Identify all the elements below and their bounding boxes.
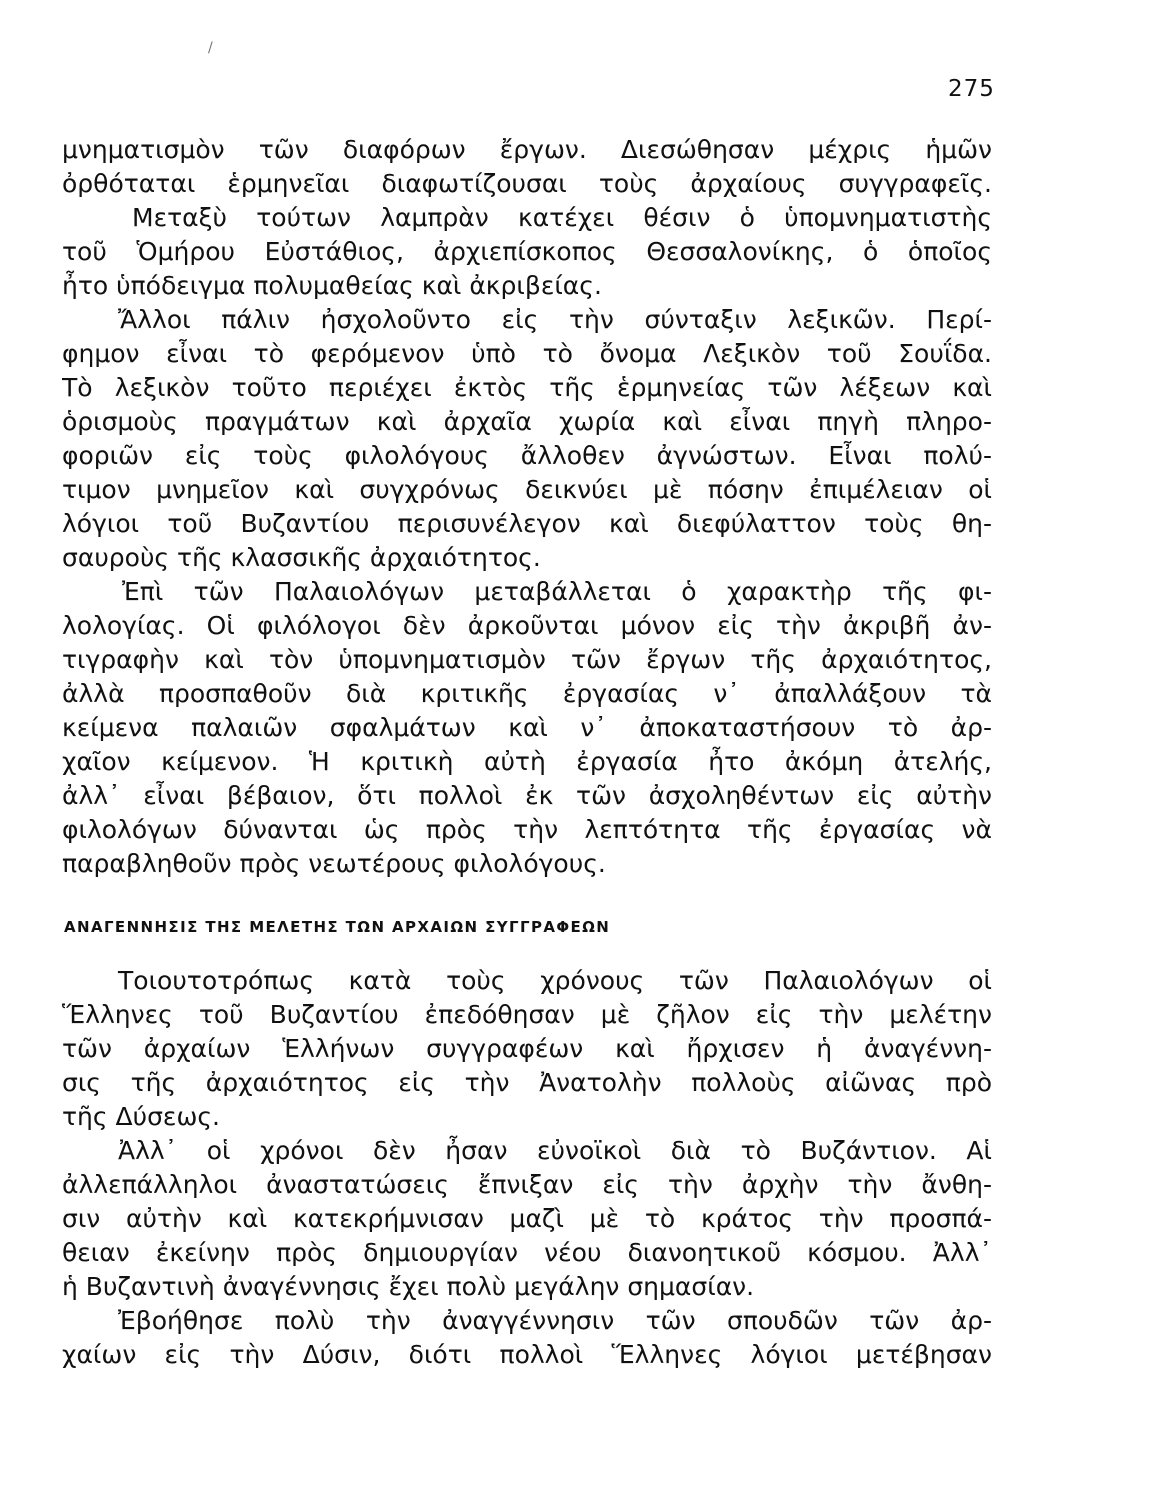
text-line: ὁρισμοὺς πραγμάτων καὶ ἀρχαῖα χωρία καὶ εἶναι πηγὴ πληρο- <box>62 407 992 436</box>
text-line: ἀλλὰ προσπαθοῦν διὰ κριτικῆς ἐργασίας ν᾽ ἀπαλλάξουν τὰ <box>62 679 992 708</box>
text-line: θειαν ἐκείνην πρὸς δημιουργίαν νέου διανοητικοῦ κόσμου. Ἀλλ᾽ <box>62 1238 992 1267</box>
text-line: τιμον μνημεῖον καὶ συγχρόνως δεικνύει μὲ πόσην ἐπιμέλειαν οἱ <box>62 475 992 504</box>
text-line: σις τῆς ἀρχαιότητος εἰς τὴν Ἀνατολὴν πολλοὺς αἰῶνας πρὸ <box>62 1068 992 1097</box>
text-line: ἀλλ᾽ εἶναι βέβαιον, ὅτι πολλοὶ ἐκ τῶν ἀσχοληθέντων εἰς αὐτὴν <box>62 781 992 810</box>
text-line: Ἐβοήθησε πολὺ τὴν ἀναγγέννησιν τῶν σπουδῶν τῶν ἀρ- <box>118 1306 992 1335</box>
text-line: φημον εἶναι τὸ φερόμενον ὑπὸ τὸ ὄνομα Λεξικὸν τοῦ Σουΐδα. <box>62 339 992 368</box>
text-line: τιγραφὴν καὶ τὸν ὑπομνηματισμὸν τῶν ἔργων τῆς ἀρχαιότητος, <box>62 645 992 674</box>
text-line: μνηματισμὸν τῶν διαφόρων ἔργων. Διεσώθησαν μέχρις ἡμῶν <box>62 135 992 164</box>
text-line: ἦτο ὑπόδειγμα πολυμαθείας καὶ ἀκριβείας. <box>62 271 602 300</box>
text-line: παραβληθοῦν πρὸς νεωτέρους φιλολόγους. <box>62 849 606 878</box>
text-line: ἀλλεπάλληλοι ἀναστατώσεις ἔπνιξαν εἰς τὴν ἀρχὴν τὴν ἄνθη- <box>62 1170 992 1199</box>
text-line: λολογίας. Οἱ φιλόλογοι δὲν ἀρκοῦνται μόνον εἰς τὴν ἀκριβῆ ἀν- <box>62 611 992 640</box>
text-line: Μεταξὺ τούτων λαμπρὰν κατέχει θέσιν ὁ ὑπομνηματιστὴς <box>132 203 992 232</box>
text-line: Ἐπὶ τῶν Παλαιολόγων μεταβάλλεται ὁ χαρακτὴρ τῆς φι- <box>122 577 992 606</box>
text-line: λόγιοι τοῦ Βυζαντίου περισυνέλεγον καὶ διεφύλαττον τοὺς θη- <box>62 509 992 538</box>
text-line: τοῦ Ὁμήρου Εὐστάθιος, ἀρχιεπίσκοπος Θεσσαλονίκης, ὁ ὁποῖος <box>62 237 992 266</box>
text-line: τῆς Δύσεως. <box>62 1102 220 1131</box>
text-line: φιλολόγων δύνανται ὡς πρὸς τὴν λεπτότητα τῆς ἐργασίας νὰ <box>62 815 992 844</box>
text-line: χαίων εἰς τὴν Δύσιν, διότι πολλοὶ Ἕλληνες λόγιοι μετέβησαν <box>62 1340 992 1369</box>
text-line: Ἕλληνες τοῦ Βυζαντίου ἐπεδόθησαν μὲ ζῆλον εἰς τὴν μελέτην <box>62 1000 992 1029</box>
text-line: φοριῶν εἰς τοὺς φιλολόγους ἄλλοθεν ἀγνώστων. Εἶναι πολύ- <box>62 441 992 470</box>
text-line: κείμενα παλαιῶν σφαλμάτων καὶ ν᾽ ἀποκαταστήσουν τὸ ἀρ- <box>62 713 992 742</box>
text-line: τῶν ἀρχαίων Ἑλλήνων συγγραφέων καὶ ἤρχισεν ἡ ἀναγέννη- <box>62 1034 992 1063</box>
section-heading: ΑΝΑΓΕΝΝΗΣΙΣ ΤΗΣ ΜΕΛΕΤΗΣ ΤΩΝ ΑΡΧΑΙΩΝ ΣΥΓΓΡΑΦΕΩΝ <box>64 918 611 936</box>
text-line: Ἄλλοι πάλιν ἠσχολοῦντο εἰς τὴν σύνταξιν λεξικῶν. Περί- <box>118 305 992 334</box>
text-line: χαῖον κείμενον. Ἡ κριτικὴ αὐτὴ ἐργασία ἦτο ἀκόμη ἀτελής, <box>62 747 992 776</box>
text-line: σαυροὺς τῆς κλασσικῆς ἀρχαιότητος. <box>62 543 541 572</box>
text-line: Τὸ λεξικὸν τοῦτο περιέχει ἐκτὸς τῆς ἑρμηνείας τῶν λέξεων καὶ <box>62 373 992 402</box>
text-line: ἡ Βυζαντινὴ ἀναγέννησις ἔχει πολὺ μεγάλην σημασίαν. <box>62 1272 755 1301</box>
text-line: ὀρθόταται ἑρμηνεῖαι διαφωτίζουσαι τοὺς ἀρχαίους συγγραφεῖς. <box>62 169 992 198</box>
text-line: Τοιουτοτρόπως κατὰ τοὺς χρόνους τῶν Παλαιολόγων οἱ <box>118 966 992 995</box>
page-number: 275 <box>948 76 995 102</box>
text-line: σιν αὐτὴν καὶ κατεκρήμνισαν μαζὶ μὲ τὸ κράτος τὴν προσπά- <box>62 1204 992 1233</box>
body-text-top <box>62 133 992 881</box>
text-line: Ἀλλ᾽ οἱ χρόνοι δὲν ἦσαν εὐνοϊκοὶ διὰ τὸ Βυζάντιον. Αἱ <box>118 1136 992 1165</box>
body-text-bottom <box>62 964 992 1372</box>
scan-speck: / <box>208 40 213 56</box>
